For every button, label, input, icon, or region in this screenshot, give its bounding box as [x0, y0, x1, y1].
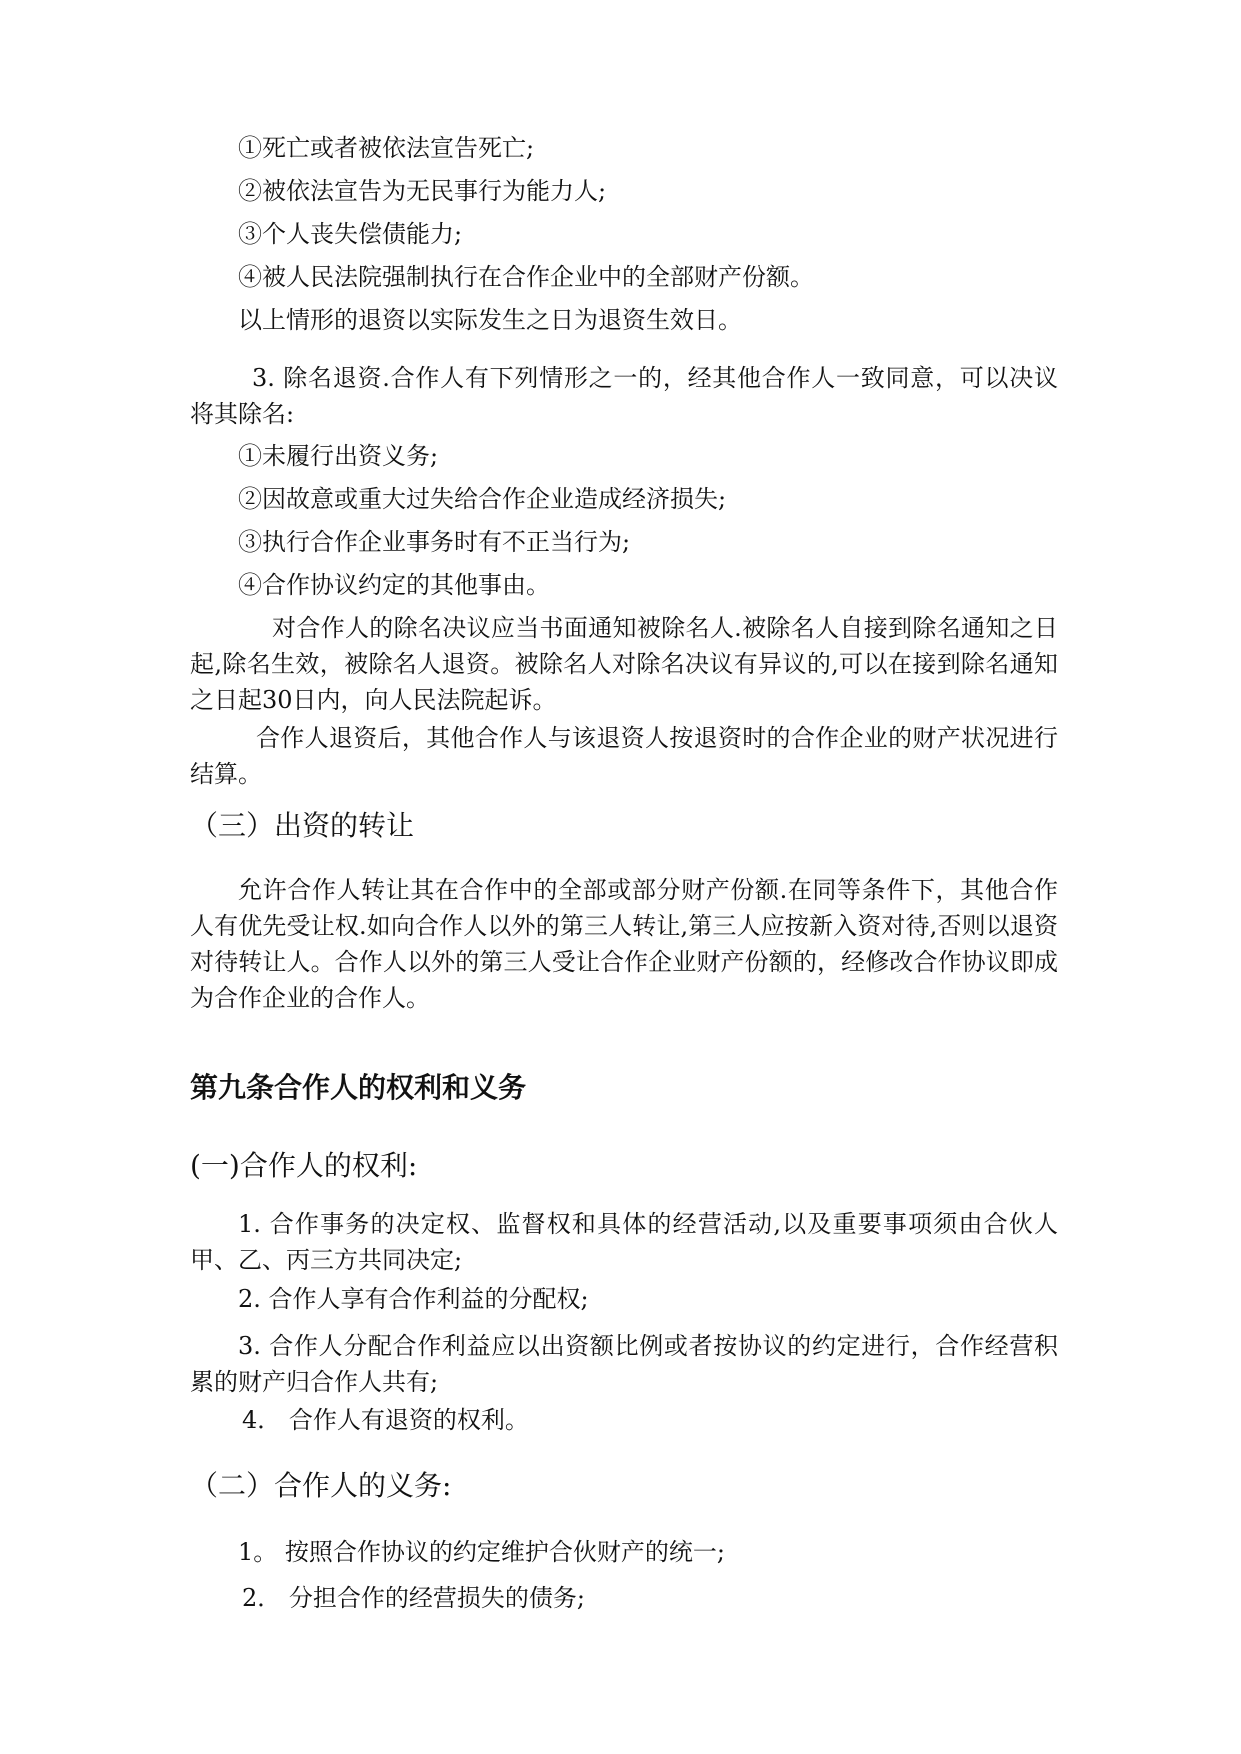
transfer-heading: （三）出资的转让 [190, 809, 415, 842]
settlement-paragraph: 合作人退资后，其他合作人与该退资人按退资时的合作企业的财产状况进行结算。 [190, 724, 1058, 788]
article-nine-title: 第九条合作人的权利和义务 [190, 1071, 527, 1104]
rights-item-1: 1. 合作事务的决定权、监督权和具体的经营活动,以及重要事项须由合伙人甲、乙、丙三方共同决定; [190, 1210, 1058, 1274]
withdrawal-item-1: ①死亡或者被依法宣告死亡; [238, 134, 535, 162]
expulsion-notice: 对合作人的除名决议应当书面通知被除名人.被除名人自接到除名通知之日起,除名生效，被除名人退资。被除名人对除名决议有异议的,可以在接到除名通知之日起30日内，向人民法院起诉。 [190, 614, 1058, 714]
withdrawal-item-2: ②被依法宣告为无民事行为能力人; [238, 177, 607, 205]
duties-item-2: 2． 分担合作的经营损失的债务; [242, 1584, 585, 1612]
expulsion-item-1: ①未履行出资义务; [238, 442, 439, 470]
expulsion-item-3: ③执行合作企业事务时有不正当行为; [238, 528, 631, 556]
rights-item-3: 3. 合作人分配合作利益应以出资额比例或者按协议的约定进行，合作经营积累的财产归合作人共有; [190, 1332, 1058, 1396]
withdrawal-item-4: ④被人民法院强制执行在合作企业中的全部财产份额。 [238, 263, 814, 291]
rights-heading: (一)合作人的权利: [190, 1149, 418, 1182]
withdrawal-effective-note: 以上情形的退资以实际发生之日为退资生效日。 [238, 306, 742, 334]
rights-item-2: 2. 合作人享有合作利益的分配权; [238, 1285, 589, 1313]
withdrawal-item-3: ③个人丧失偿债能力; [238, 220, 463, 248]
duties-heading: （二）合作人的义务: [190, 1469, 452, 1502]
expulsion-item-2: ②因故意或重大过失给合作企业造成经济损失; [238, 485, 727, 513]
expulsion-item-4: ④合作协议约定的其他事由。 [238, 571, 550, 599]
expulsion-intro: 3. 除名退资.合作人有下列情形之一的，经其他合作人一致同意，可以决议将其除名: [190, 364, 1058, 428]
rights-item-4: 4． 合作人有退资的权利。 [242, 1406, 529, 1434]
transfer-body: 允许合作人转让其在合作中的全部或部分财产份额.在同等条件下，其他合作人有优先受让权.如向合作人以外的第三人转让,第三人应按新入资对待,否则以退资对待转让人。合作人以外的第三人受让合作企业财产份额的，经修改合作协议即成为合作企业的合作人。 [190, 876, 1058, 1012]
duties-item-1: 1。 按照合作协议的约定维护合伙财产的统一; [238, 1538, 725, 1566]
